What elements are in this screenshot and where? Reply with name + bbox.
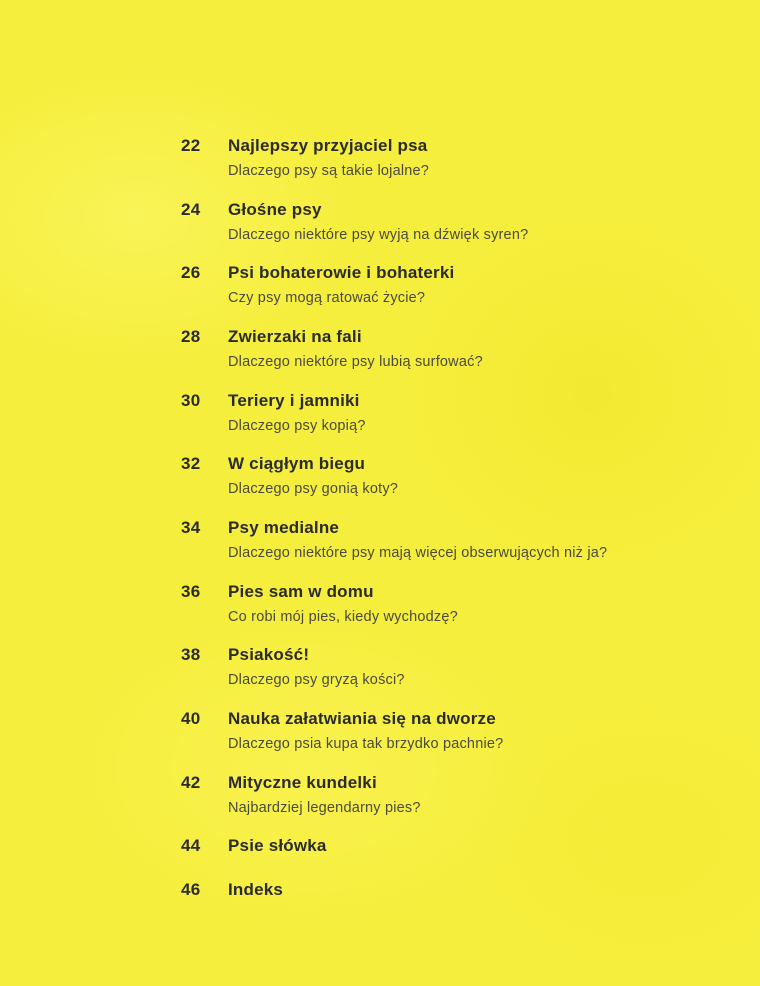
- entry-title: Psiakość!: [228, 645, 310, 664]
- entry-title: Zwierzaki na fali: [228, 327, 362, 346]
- entry-title: Psy medialne: [228, 518, 340, 537]
- entry-title: Psi bohaterowie i bohaterki: [228, 263, 455, 282]
- page-number: 36: [181, 582, 201, 601]
- entry-subtitle: Co robi mój pies, kiedy wychodzę?: [228, 609, 458, 625]
- entry-subtitle: Dlaczego psia kupa tak brzydko pachnie?: [228, 736, 504, 752]
- entry-title: Nauka załatwiania się na dworze: [228, 709, 496, 728]
- page-number: 40: [181, 709, 201, 728]
- page-number: 46: [181, 880, 201, 899]
- entry-title: Mityczne kundelki: [228, 773, 377, 792]
- page-number: 24: [181, 200, 201, 219]
- page-number: 28: [181, 327, 201, 346]
- page-number: 42: [181, 773, 201, 792]
- entry-subtitle: Dlaczego niektóre psy lubią surfować?: [228, 354, 483, 370]
- page-number: 32: [181, 454, 201, 473]
- entry-subtitle: Czy psy mogą ratować życie?: [228, 290, 426, 306]
- entry-subtitle: Dlaczego psy gonią koty?: [228, 481, 399, 497]
- entry-title: Teriery i jamniki: [228, 391, 360, 410]
- entry-subtitle: Dlaczego psy kopią?: [228, 418, 366, 434]
- entry-subtitle: Dlaczego niektóre psy wyją na dźwięk syren?: [228, 227, 529, 243]
- entry-title: Głośne psy: [228, 200, 322, 219]
- entry-title: W ciągłym biegu: [228, 454, 366, 473]
- entry-subtitle: Dlaczego psy są takie lojalne?: [228, 163, 430, 179]
- page-number: 26: [181, 263, 201, 282]
- page-number: 22: [181, 136, 201, 155]
- entry-title: Pies sam w domu: [228, 582, 374, 601]
- entry-title: Indeks: [228, 880, 284, 899]
- entry-title: Najlepszy przyjaciel psa: [228, 136, 428, 155]
- page-number: 38: [181, 645, 201, 664]
- entry-title: Psie słówka: [228, 836, 327, 855]
- page-number: 34: [181, 518, 201, 537]
- entry-subtitle: Najbardziej legendarny pies?: [228, 800, 421, 816]
- entry-subtitle: Dlaczego niektóre psy mają więcej obserwujących niż ja?: [228, 545, 608, 561]
- page-number: 30: [181, 391, 201, 410]
- page-number: 44: [181, 836, 201, 855]
- entry-subtitle: Dlaczego psy gryzą kości?: [228, 672, 405, 688]
